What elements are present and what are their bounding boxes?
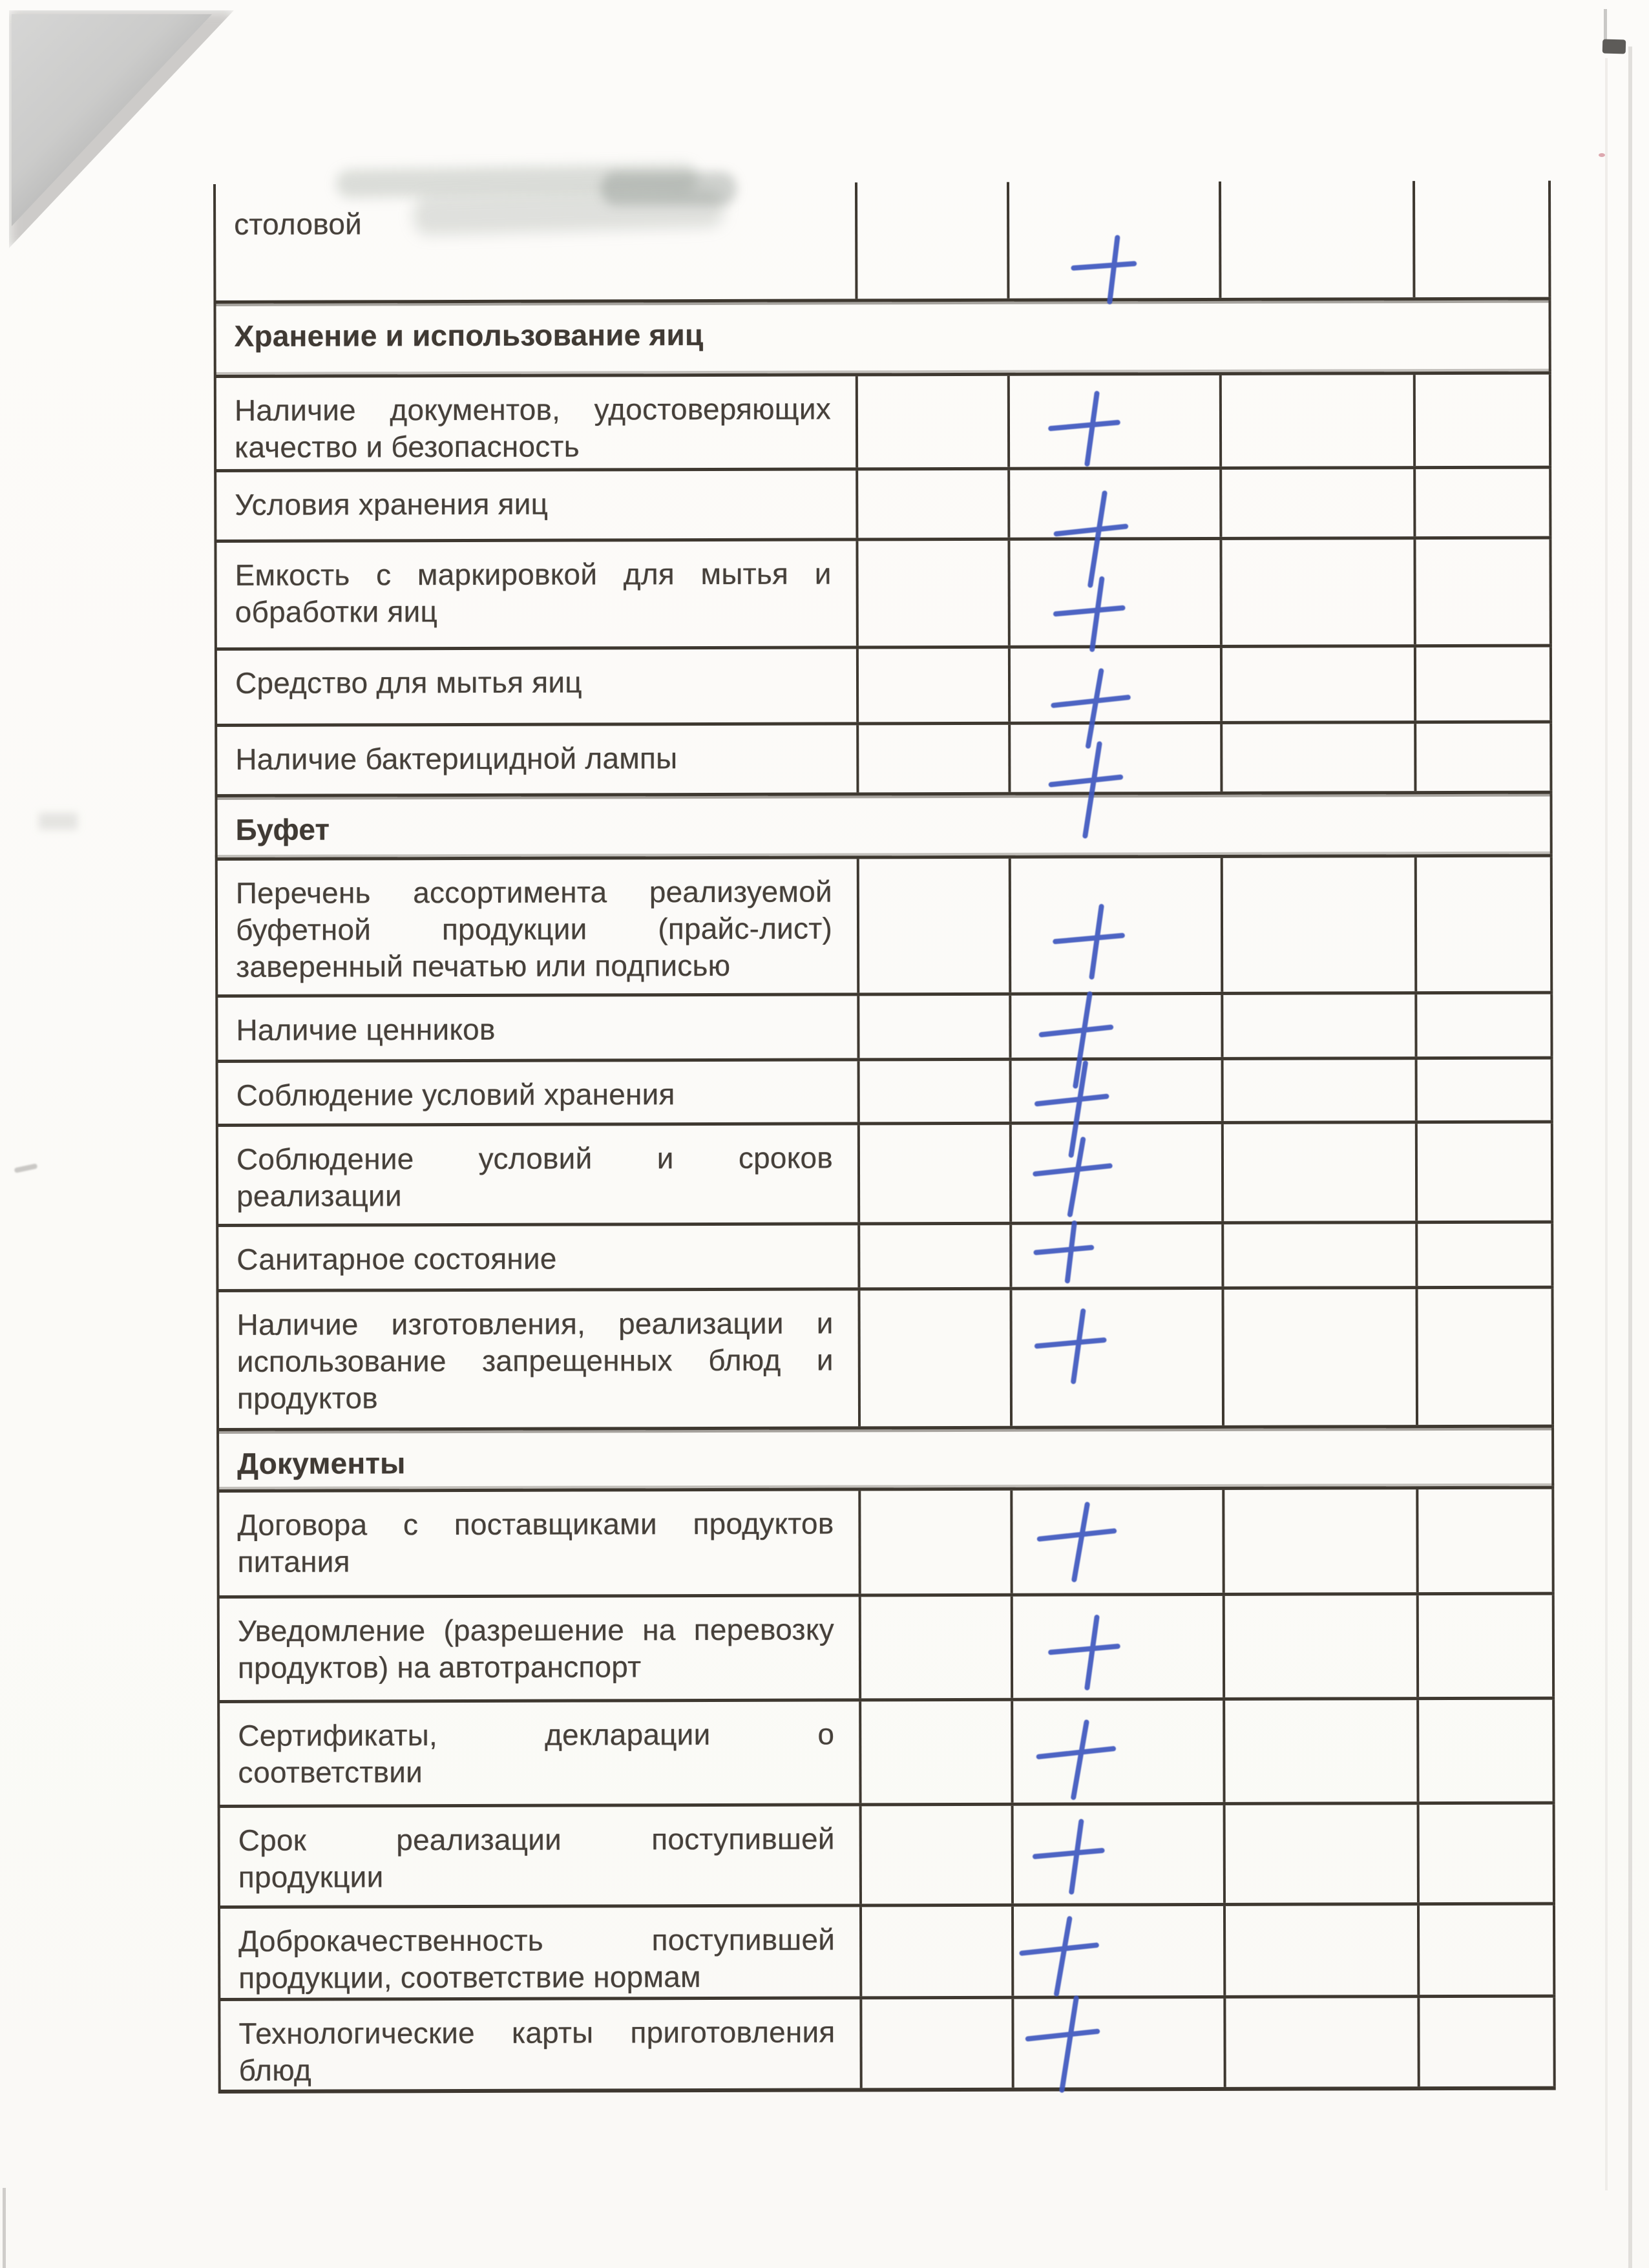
checklist-item-cell [215,649,859,724]
checklist-item-cell [214,470,858,540]
table-row [218,1906,1555,2001]
table-row [216,1289,1554,1431]
item-text-line: Сертификаты, декларации о [238,1717,835,1752]
empty-cell [858,470,1010,538]
margin-pen-smudge [14,1163,38,1173]
mark-cell [1014,1805,1226,1904]
handwritten-check-cross [1044,384,1141,481]
checklist-item-cell [217,1701,861,1805]
empty-cell [1416,469,1551,537]
item-text-line: Срок реализации поступившей [238,1822,835,1857]
empty-cell [1420,1805,1555,1903]
item-text-line: Доброкачественность поступившей [238,1922,835,1958]
handwritten-check-cross [1044,1608,1141,1705]
empty-cell [1222,540,1416,645]
item-text-line: Наличие документов, удостоверяющих [234,392,831,427]
checklist-item-cell [218,1907,862,1998]
section-header-cell [215,794,1552,857]
page-edge-line [1628,47,1632,2268]
mark-cell [1010,375,1222,467]
checklist-item-cell [214,376,858,469]
empty-cell [1418,1224,1553,1286]
item-text-line: продуктов [236,1381,378,1415]
handwritten-check-cross [1031,1301,1128,1398]
table-row [218,1805,1555,1909]
checklist-item-cell [215,996,859,1060]
handwritten-check-cross [1035,1714,1131,1811]
empty-cell [1416,540,1551,645]
item-text-line: продукции [238,1860,384,1894]
section-header-cell [213,300,1551,375]
empty-cell [1226,1805,1420,1903]
item-text-line: Условия хранения яиц [235,487,549,521]
empty-cell [1416,375,1551,467]
checklist-item-cell [215,725,859,794]
item-text-line: Соблюдение условий хранения [236,1077,675,1112]
checklist-item-cell [218,1999,862,2090]
handwritten-check-cross [1022,1999,1119,2095]
empty-cell [1419,1595,1555,1697]
empty-cell [1420,1906,1555,1995]
empty-cell [1417,994,1553,1057]
item-text-line: соответствии [238,1755,423,1789]
empty-cell [1223,724,1416,792]
table-row [213,181,1551,304]
checklist-item-cell [216,1491,861,1595]
table-row [216,1489,1554,1599]
empty-cell [861,1491,1013,1594]
mark-cell [1011,648,1223,722]
handwritten-check-cross [1029,1812,1126,1909]
item-text-line: заверенный печатью или подписью [236,948,731,983]
item-text-line: продуктов) на автотранспорт [237,1650,642,1685]
item-text-line: столовой [234,207,362,241]
table-row [216,1224,1553,1292]
empty-cell [862,1907,1014,1997]
item-text-line: Наличие бактерицидной лампы [235,741,678,776]
table-row [215,724,1552,797]
empty-cell [1420,1998,1555,2087]
page-edge-line [1604,9,1607,43]
mark-cell [1011,724,1223,792]
table-row [215,647,1552,727]
table-row [214,375,1551,472]
empty-cell [859,725,1011,793]
table-row [216,1124,1553,1227]
empty-cell [1419,1700,1555,1802]
item-text-line: качество и безопасность [234,429,580,464]
mark-cell [1012,1124,1224,1222]
item-text-line: блюд [238,2053,311,2087]
empty-cell [1221,181,1415,298]
table-row [215,857,1553,998]
mark-cell [1012,1224,1224,1287]
page-edge-line [1605,58,1608,2190]
item-text-line: Технологические карты приготовления [238,2015,835,2050]
page-corner-fold [12,14,212,226]
mark-cell [1011,858,1224,992]
empty-cell [1418,1289,1554,1425]
empty-cell [859,649,1011,722]
empty-cell [1418,1060,1553,1121]
item-text-line: Перечень ассортимента реализуемой [235,874,832,910]
item-text-line: питания [237,1544,350,1579]
empty-cell [1223,857,1418,992]
table-row [214,540,1551,651]
mark-cell [1009,182,1221,299]
item-text-line: Уведомление (разрешение на перевозку [237,1612,834,1648]
checklist-table [213,181,1556,2094]
empty-cell [860,1125,1012,1223]
empty-cell [1225,1595,1419,1697]
section-header-row [216,1428,1554,1493]
item-text-line: обработки яиц [235,594,438,629]
empty-cell [857,182,1009,299]
empty-cell [1224,1489,1418,1593]
item-text-line: Договора с поставщиками продуктов [237,1506,834,1542]
empty-cell [861,1701,1013,1803]
empty-cell [860,1225,1012,1288]
empty-cell [1225,1700,1419,1802]
handwritten-check-cross [1018,1910,1115,2007]
checklist-item-cell [213,182,857,300]
handwritten-check-cross [1035,1496,1132,1593]
mark-cell [1012,1060,1224,1122]
table-row [215,994,1553,1063]
item-text-line: продукции, соответствие нормам [238,1960,701,1995]
mark-cell [1010,470,1222,538]
section-title: Буфет [235,812,330,846]
item-text-line: Емкость с маркировкой для мытья и [235,556,832,592]
item-text-line: Средство для мытья яиц [235,665,582,700]
empty-cell [1222,469,1416,537]
empty-cell [1224,1224,1418,1286]
empty-cell [859,859,1012,993]
empty-cell [1416,647,1552,721]
table-row [217,1595,1555,1703]
mark-cell [1013,1596,1225,1698]
empty-cell [861,1597,1013,1699]
item-text-line: Соблюдение условий и сроков [236,1140,834,1176]
checklist-item-cell [218,1806,862,1906]
item-text-line: использование запрещенных блюд и [236,1343,834,1378]
section-header-cell [216,1428,1554,1489]
checklist-item-cell [215,859,860,994]
table-row [218,1998,1555,2094]
empty-cell [860,1290,1013,1427]
item-text-line: Санитарное состояние [236,1241,557,1276]
section-header-row [215,794,1552,861]
empty-cell [1226,1906,1420,1995]
empty-cell [860,1061,1012,1122]
mark-cell [1012,1290,1224,1426]
empty-cell [862,1999,1014,2088]
empty-cell [1418,1124,1553,1221]
mark-cell [1014,1906,1226,1996]
empty-cell [859,996,1011,1058]
scan-speck [1599,153,1605,157]
empty-cell [1417,857,1553,992]
empty-cell [1223,994,1417,1057]
empty-cell [862,1806,1014,1904]
item-text-line: реализации [236,1179,402,1213]
empty-cell [1224,1124,1418,1221]
empty-cell [1222,375,1416,467]
mark-cell [1014,1999,1226,2088]
empty-cell [858,376,1010,468]
page-edge-line [3,2188,6,2268]
section-title: Хранение и использование яиц [234,318,704,353]
mark-cell [1013,1490,1224,1593]
table-row [217,1700,1555,1808]
item-text-line: буфетной продукции (прайс-лист) [235,911,833,947]
table-row [214,469,1551,543]
checklist-item-cell [214,541,858,647]
empty-cell [1223,647,1416,721]
mark-cell [1011,995,1223,1058]
checklist-item-cell [216,1225,860,1289]
margin-smudge [39,813,78,830]
empty-cell [1416,724,1552,792]
empty-cell [1418,1489,1554,1593]
handwritten-check-cross [1049,897,1146,994]
table-row [216,1060,1553,1127]
empty-cell [1224,1060,1418,1121]
empty-cell [1224,1289,1418,1425]
scan-artifact-mark [1602,39,1626,54]
mark-cell [1010,540,1222,646]
empty-cell [858,541,1010,646]
checklist-item-cell [216,1061,860,1124]
checklist-item-cell [216,1125,860,1224]
empty-cell [1415,181,1551,298]
section-header-row [213,300,1551,378]
item-text-line: Наличие ценников [236,1012,496,1047]
mark-cell [1013,1701,1225,1803]
section-title: Документы [237,1446,406,1480]
item-text-line: Наличие изготовления, реализации и [236,1306,834,1341]
checklist-item-cell [217,1597,861,1700]
checklist-item-cell [216,1290,861,1428]
empty-cell [1226,1998,1420,2087]
